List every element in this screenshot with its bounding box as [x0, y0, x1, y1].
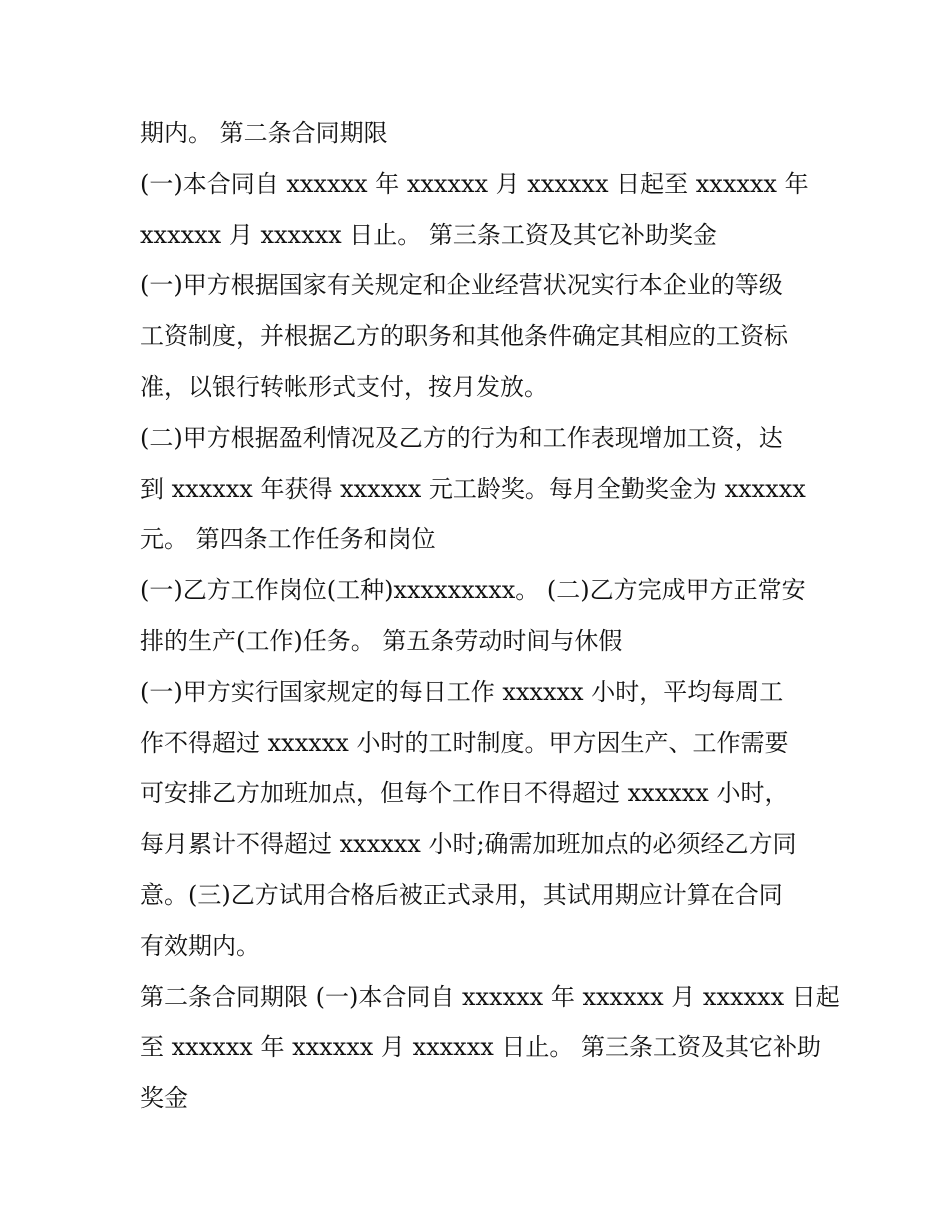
text-line-14: 可安排乙方加班加点，但每个工作日不得超过 xxxxxx 小时，	[140, 779, 789, 808]
text-line-7: (二)甲方根据盈利情况及乙方的行为和工作表现增加工资，达	[140, 423, 783, 452]
text-line-13: 作不得超过 xxxxxx 小时的工时制度。甲方因生产、工作需要	[140, 728, 789, 757]
text-line-20: 奖金	[140, 1084, 188, 1113]
text-line-19: 至 xxxxxx 年 xxxxxx 月 xxxxxx 日止。 第三条工资及其它补助	[140, 1033, 822, 1062]
text-line-10: (一)乙方工作岗位(工种)xxxxxxxxx。 (二)乙方完成甲方正常安	[140, 576, 806, 605]
text-line-9: 元。 第四条工作任务和岗位	[140, 525, 436, 554]
text-line-17: 有效期内。	[140, 931, 260, 960]
text-line-6: 准，以银行转帐形式支付，按月发放。	[140, 372, 548, 401]
text-line-5: 工资制度，并根据乙方的职务和其他条件确定其相应的工资标	[140, 322, 788, 351]
text-line-8: 到 xxxxxx 年获得 xxxxxx 元工龄奖。每月全勤奖金为 xxxxxx	[140, 474, 806, 503]
text-line-15: 每月累计不得超过 xxxxxx 小时;确需加班加点的必须经乙方同	[140, 830, 797, 859]
text-line-16: 意。(三)乙方试用合格后被正式录用，其试用期应计算在合同	[140, 880, 783, 909]
text-line-2: (一)本合同自 xxxxxx 年 xxxxxx 月 xxxxxx 日起至 xxxxxx 年	[140, 169, 809, 198]
text-line-11: 排的生产(工作)任务。 第五条劳动时间与休假	[140, 626, 623, 655]
text-line-12: (一)甲方实行国家规定的每日工作 xxxxxx 小时，平均每周工	[140, 677, 784, 706]
text-line-4: (一)甲方根据国家有关规定和企业经营状况实行本企业的等级	[140, 271, 783, 300]
text-line-1: 期内。 第二条合同期限	[140, 119, 388, 147]
text-line-3: xxxxxx 月 xxxxxx 日止。 第三条工资及其它补助奖金	[140, 220, 717, 249]
text-line-18: 第二条合同期限 (一)本合同自 xxxxxx 年 xxxxxx 月 xxxxxx 日起	[140, 982, 840, 1011]
contract-body-text	[140, 108, 840, 1124]
